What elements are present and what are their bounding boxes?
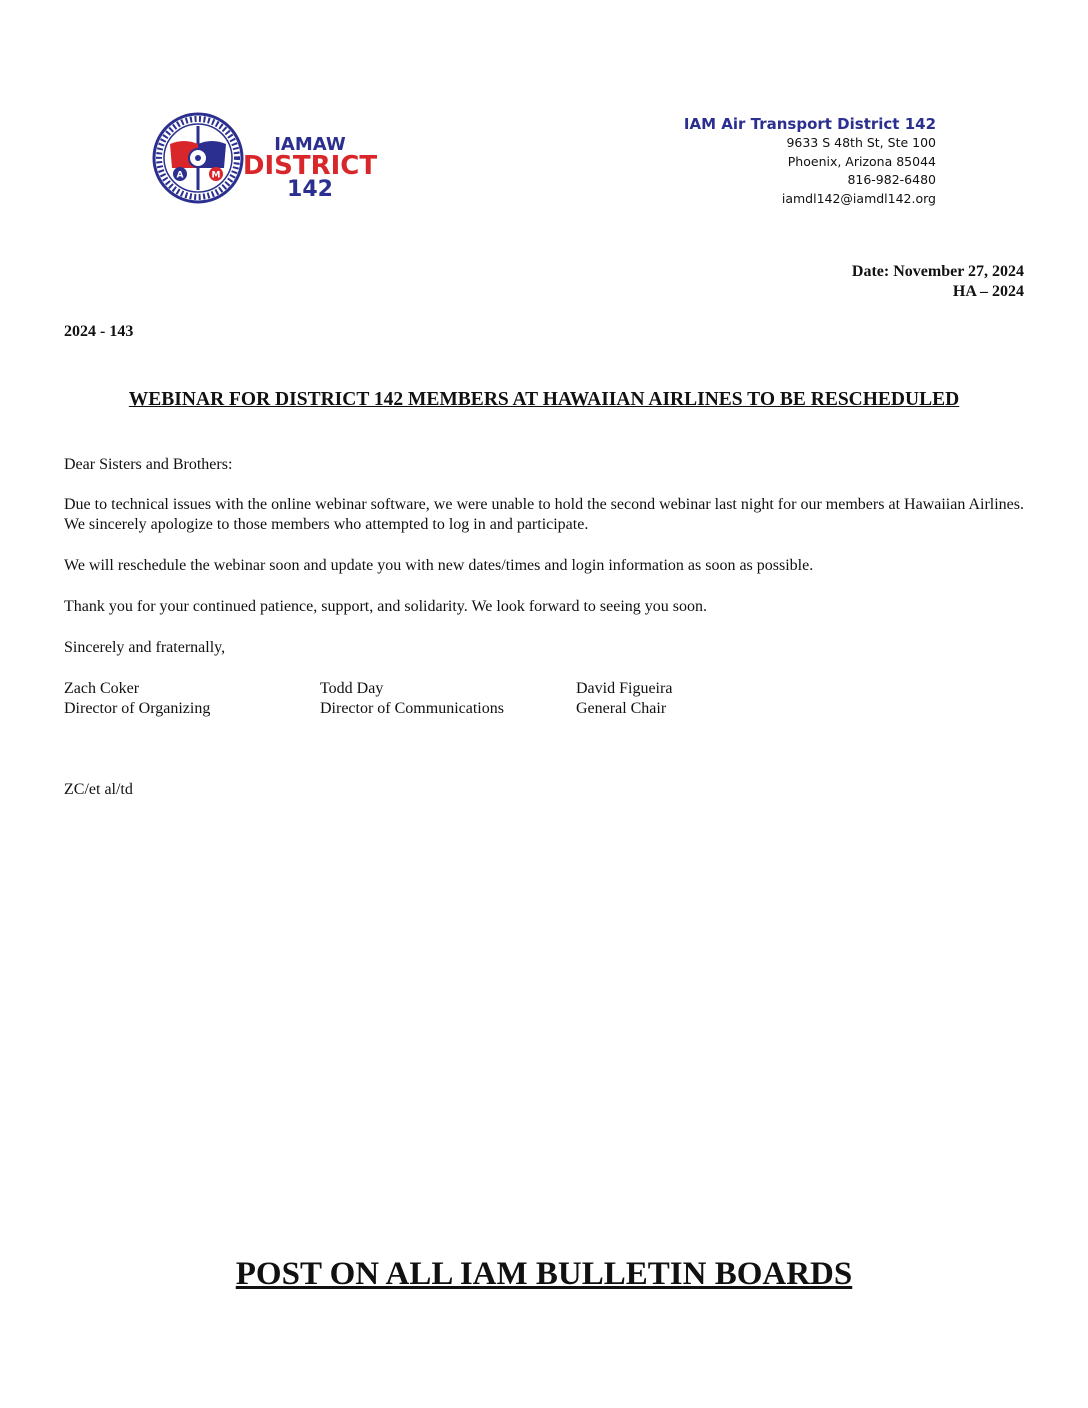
logo-name-top: IAMAW — [274, 134, 346, 155]
body-paragraph-1: Due to technical issues with the online webinar software, we were unable to hold the second webinar last night for our members at Hawaiian Airlines. We sincerely apologize to those members who attempted to log in and participate. — [64, 496, 1024, 533]
svg-text:A: A — [176, 170, 184, 181]
signature-title: General Chair — [576, 700, 667, 717]
signature-title: Director of Communications — [320, 700, 504, 717]
letterhead-address2: Phoenix, Arizona 85044 — [787, 153, 936, 169]
signature-name: Zach Coker — [64, 680, 140, 697]
letterhead-address1: 9633 S 48th St, Ste 100 — [786, 135, 936, 150]
district-142-logo — [150, 110, 390, 210]
letter-code: HA – 2024 — [952, 283, 1024, 300]
signature-block — [64, 679, 210, 719]
body-paragraph-2: We will reschedule the webinar soon and update you with new dates/times and login information as soon as possible. — [64, 557, 814, 574]
letterhead-email: iamdl142@iamdl142.org — [781, 190, 936, 206]
signature-name: David Figueira — [576, 680, 673, 697]
signature-block — [576, 679, 672, 719]
letter-date: Date: November 27, 2024 — [851, 263, 1024, 280]
footer-notice: POST ON ALL IAM BULLETIN BOARDS — [235, 1256, 853, 1292]
closing: Sincerely and fraternally, — [64, 639, 226, 656]
letterhead — [684, 114, 936, 208]
letterhead-org: IAM Air Transport District 142 — [683, 115, 936, 133]
typist-initials: ZC/et al/td — [64, 781, 133, 798]
logo-name-middle: DISTRICT — [242, 151, 378, 181]
salutation: Dear Sisters and Brothers: — [64, 456, 233, 473]
svg-text:M: M — [211, 170, 221, 181]
iam-seal-icon — [150, 110, 390, 210]
signature-name: Todd Day — [320, 680, 384, 697]
logo-name-bottom: 142 — [287, 177, 333, 202]
signature-block — [320, 679, 504, 719]
body-paragraph-3: Thank you for your continued patience, support, and solidarity. We look forward to seeing you soon. — [64, 598, 708, 615]
bulletin-number: 2024 - 143 — [64, 323, 134, 340]
date-block — [852, 262, 1024, 302]
signature-title: Director of Organizing — [64, 700, 211, 717]
letterhead-phone: 816-982-6480 — [847, 172, 936, 187]
page-title: WEBINAR FOR DISTRICT 142 MEMBERS AT HAWAIIAN AIRLINES TO BE RESCHEDULED — [128, 389, 960, 410]
